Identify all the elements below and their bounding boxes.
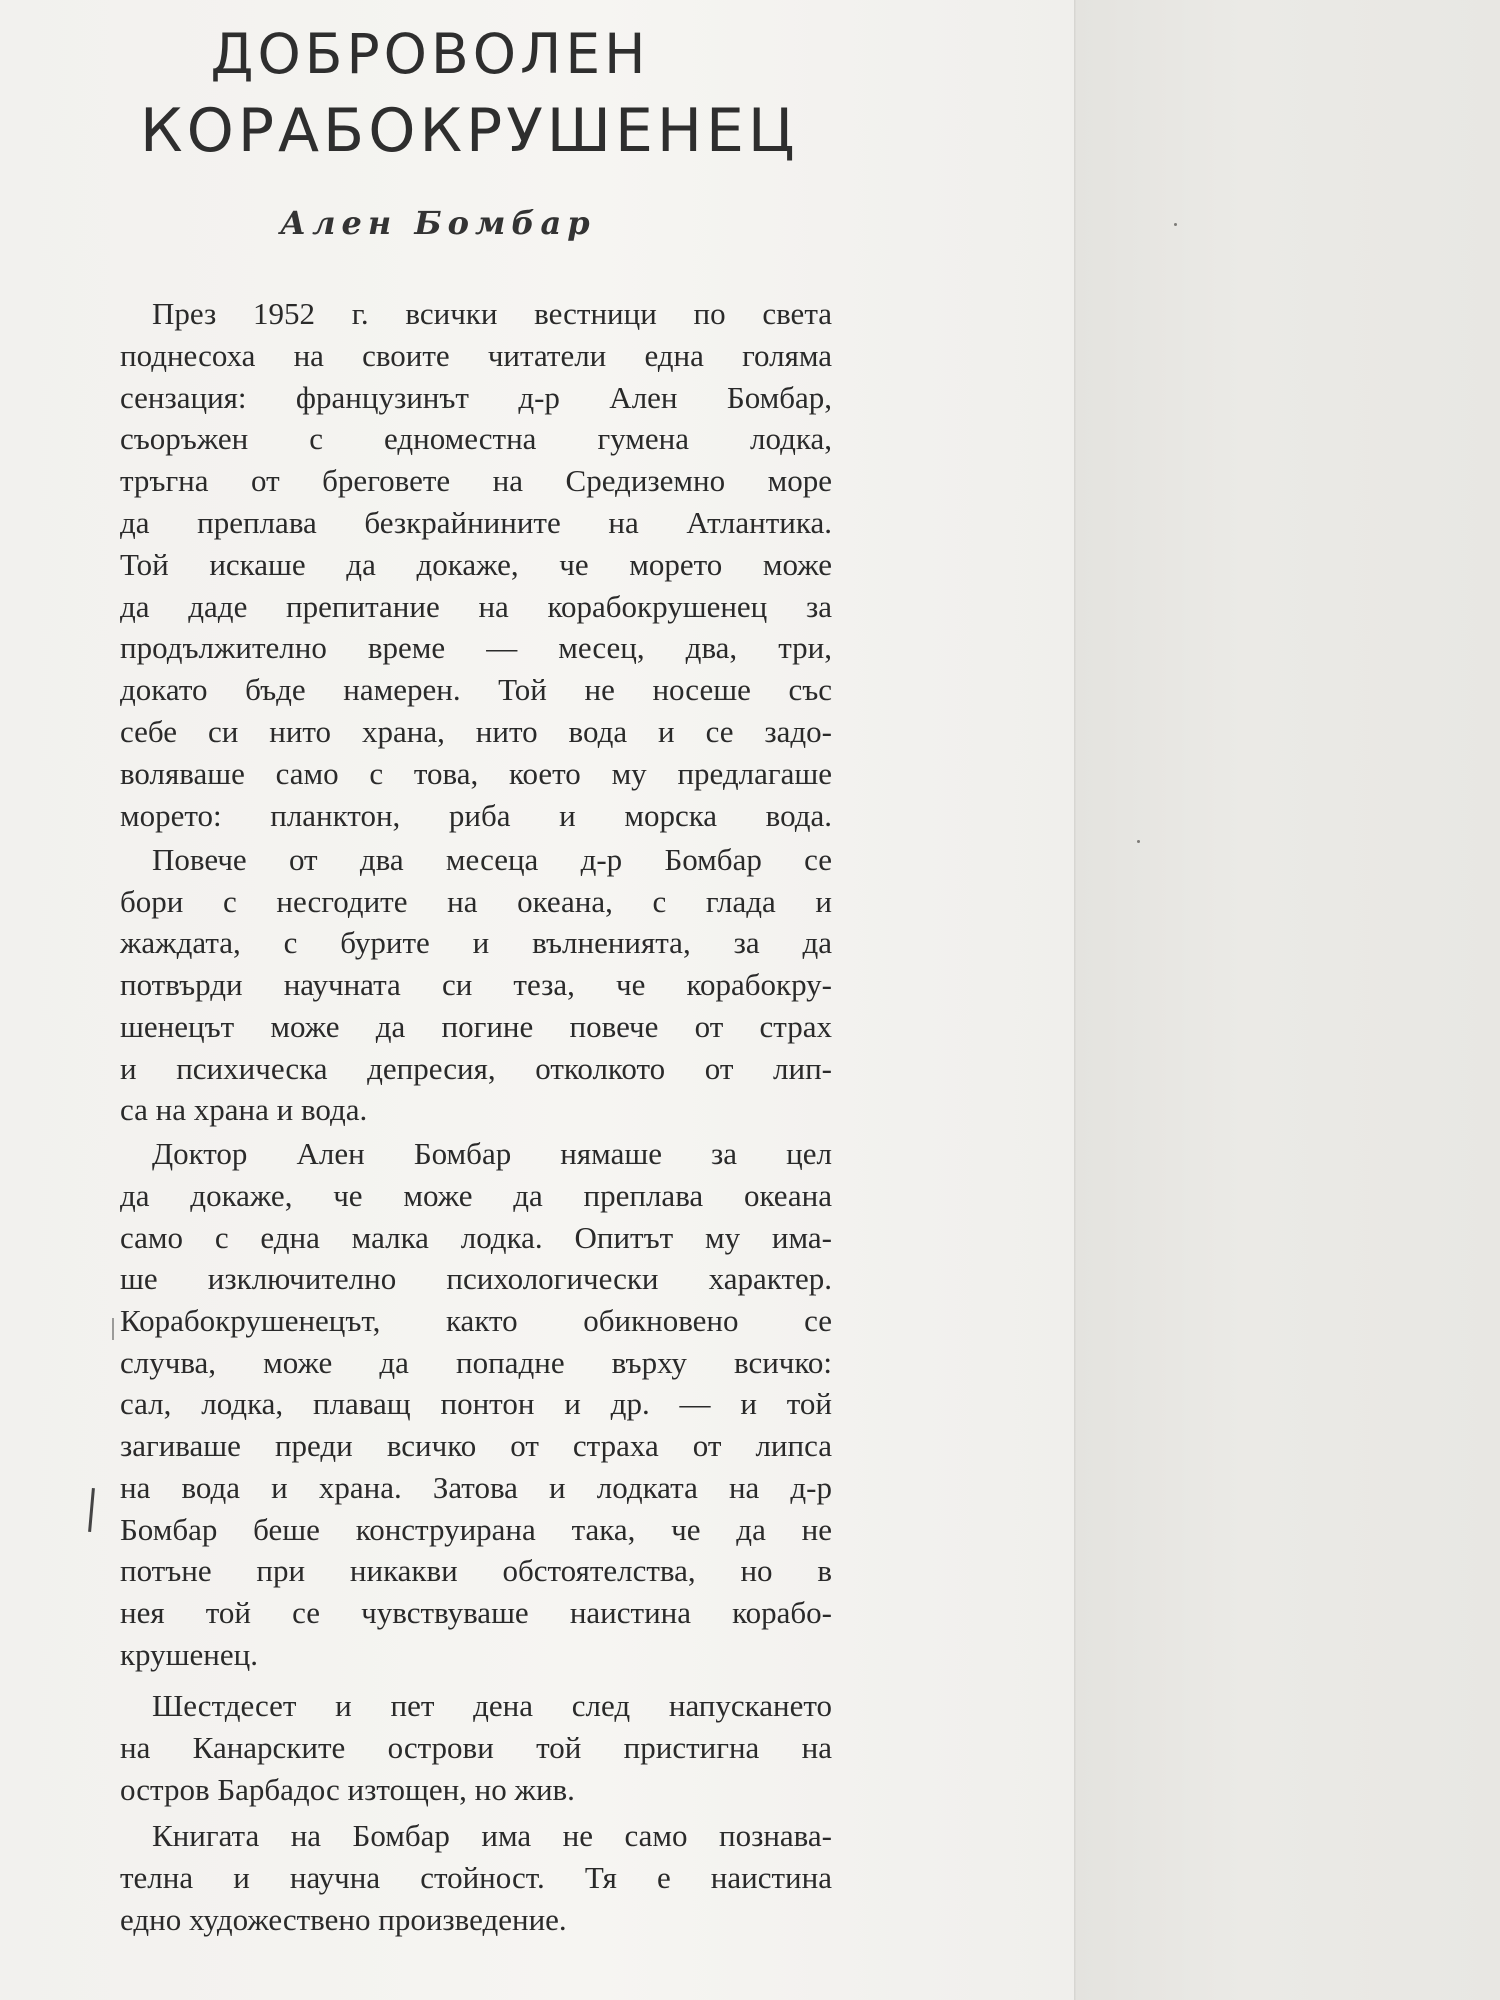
text-line: загиваше преди всичко от страха от липса — [120, 1428, 832, 1463]
text-line: нея той се чувствуваше наистина корабо- — [120, 1595, 832, 1630]
text-line: шенецът може да погине повече от страх — [120, 1009, 832, 1044]
text-line: морето: планктон, риба и морска вода. — [120, 798, 832, 833]
text-line: телна и научна стойност. Тя е наистина — [120, 1860, 832, 1895]
text-line: ше изключително психологически характер. — [120, 1261, 832, 1296]
text-line: Повече от два месеца д-р Бомбар се — [152, 842, 832, 877]
text-line: крушенец. — [120, 1637, 258, 1672]
text-line: сензация: французинът д-р Ален Бомбар, — [120, 380, 832, 415]
text-line: Шестдесет и пет дена след напускането — [152, 1688, 832, 1723]
text-line: Книгата на Бомбар има не само познава- — [152, 1818, 832, 1853]
text-line: бори с несгодите на океана, с глада и — [120, 884, 832, 919]
title-line-1: ДОБРОВОЛЕН — [210, 22, 650, 86]
background-surface — [1077, 0, 1500, 2000]
dust-speck — [1137, 840, 1140, 843]
text-line: остров Барбадос изтощен, но жив. — [120, 1772, 575, 1807]
text-line: съоръжен с едноместна гумена лодка, — [120, 421, 832, 456]
pen-mark — [112, 1318, 114, 1340]
text-line: потвърди научната си теза, че корабокру- — [120, 967, 832, 1002]
text-line: Той искаше да докаже, че морето може — [120, 547, 832, 582]
text-line: да преплава безкрайнините на Атлантика. — [120, 505, 832, 540]
dust-speck — [1174, 223, 1177, 226]
text-line: потъне при никакви обстоятелства, но в — [120, 1553, 832, 1588]
title-line-2: КОРАБОКРУШЕНЕЦ — [140, 96, 799, 166]
pen-mark — [88, 1488, 95, 1532]
text-line: на Канарските острови той пристигна на — [120, 1730, 832, 1765]
text-line: са на храна и вода. — [120, 1092, 368, 1127]
author: Ален Бомбар — [280, 204, 596, 242]
text-line: тръгна от бреговете на Средиземно море — [120, 463, 832, 498]
text-line: През 1952 г. всички вестници по света — [152, 296, 832, 331]
text-line: сал, лодка, плаващ понтон и др. — и той — [120, 1386, 832, 1421]
text-line: жаждата, с бурите и вълненията, за да — [120, 925, 832, 960]
text-line: едно художествено произведение. — [120, 1902, 567, 1937]
text-line: да даде препитание на корабокрушенец за — [120, 589, 832, 624]
text-line: Корабокрушенецът, както обикновено се — [120, 1303, 832, 1338]
text-line: на вода и храна. Затова и лодката на д-р — [120, 1470, 832, 1505]
text-line: докато бъде намерен. Той не носеше със — [120, 672, 832, 707]
text-line: Доктор Ален Бомбар нямаше за цел — [152, 1136, 832, 1171]
text-line: Бомбар беше конструирана така, че да не — [120, 1512, 832, 1547]
text-line: случва, може да попадне върху всичко: — [120, 1345, 832, 1380]
text-line: продължително време — месец, два, три, — [120, 630, 832, 665]
text-line: само с една малка лодка. Опитът му има- — [120, 1220, 832, 1255]
text-line: поднесоха на своите читатели една голяма — [120, 338, 832, 373]
text-line: да докаже, че може да преплава океана — [120, 1178, 832, 1213]
text-line: и психическа депресия, отколкото от лип- — [120, 1051, 832, 1086]
text-line: воляваше само с това, което му предлагаше — [120, 756, 832, 791]
text-line: себе си нито храна, нито вода и се задо- — [120, 714, 832, 749]
